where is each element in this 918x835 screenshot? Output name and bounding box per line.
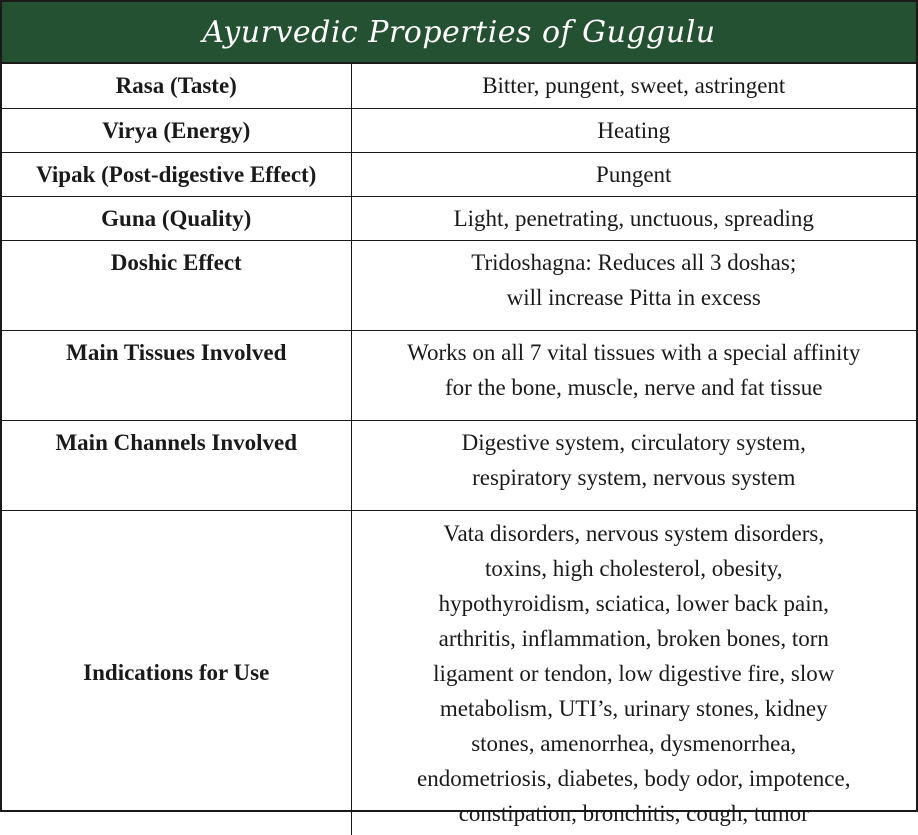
value-line: Bitter, pungent, sweet, astringent [482, 73, 786, 99]
value-line: arthritis, inflammation, broken bones, torn [438, 626, 829, 652]
row-label: Rasa (Taste) [2, 64, 351, 108]
row-value [351, 240, 916, 330]
row-label: Guna (Quality) [2, 196, 351, 240]
value-line: toxins, high cholesterol, obesity, [485, 556, 783, 582]
row-label: Main Tissues Involved [2, 330, 351, 420]
value-line: Works on all 7 vital tissues with a special affinity [407, 339, 861, 365]
value-line: stones, amenorrhea, dysmenorrhea, [471, 731, 797, 757]
table-row [2, 196, 916, 240]
value-line: for the bone, muscle, nerve and fat tissue [445, 374, 823, 400]
table-row [2, 420, 916, 510]
row-label: Virya (Energy) [2, 108, 351, 152]
row-value [351, 196, 916, 240]
table-row [2, 64, 916, 108]
value-line: Heating [597, 117, 671, 143]
table-row [2, 510, 916, 835]
row-value [351, 108, 916, 152]
row-value [351, 64, 916, 108]
table-title: Ayurvedic Properties of Guggulu [2, 2, 916, 64]
value-line: endometriosis, diabetes, body odor, impotence, [417, 766, 851, 792]
properties-table [2, 64, 916, 835]
value-line: constipation, bronchitis, cough, tumor [458, 801, 809, 827]
value-line: Tridoshagna: Reduces all 3 doshas; [471, 249, 797, 275]
value-line: respiratory system, nervous system [472, 464, 796, 490]
row-label: Vipak (Post-digestive Effect) [2, 152, 351, 196]
row-label: Doshic Effect [2, 240, 351, 330]
table-row [2, 152, 916, 196]
value-line: hypothyroidism, sciatica, lower back pain, [438, 591, 829, 617]
value-line: Light, penetrating, unctuous, spreading [453, 205, 814, 231]
value-line: ligament or tendon, low digestive fire, slow [433, 661, 835, 687]
row-label: Indications for Use [2, 510, 351, 835]
value-line: will increase Pitta in excess [506, 284, 761, 310]
row-value [351, 152, 916, 196]
row-value [351, 330, 916, 420]
value-line: Digestive system, circulatory system, [461, 429, 806, 455]
value-line: metabolism, UTI’s, urinary stones, kidney [439, 696, 828, 722]
row-value [351, 510, 916, 835]
table-row [2, 240, 916, 330]
row-label: Main Channels Involved [2, 420, 351, 510]
value-line: Vata disorders, nervous system disorders, [443, 521, 825, 547]
table-row [2, 330, 916, 420]
value-line: Pungent [596, 161, 672, 187]
table-row [2, 108, 916, 152]
row-value [351, 420, 916, 510]
